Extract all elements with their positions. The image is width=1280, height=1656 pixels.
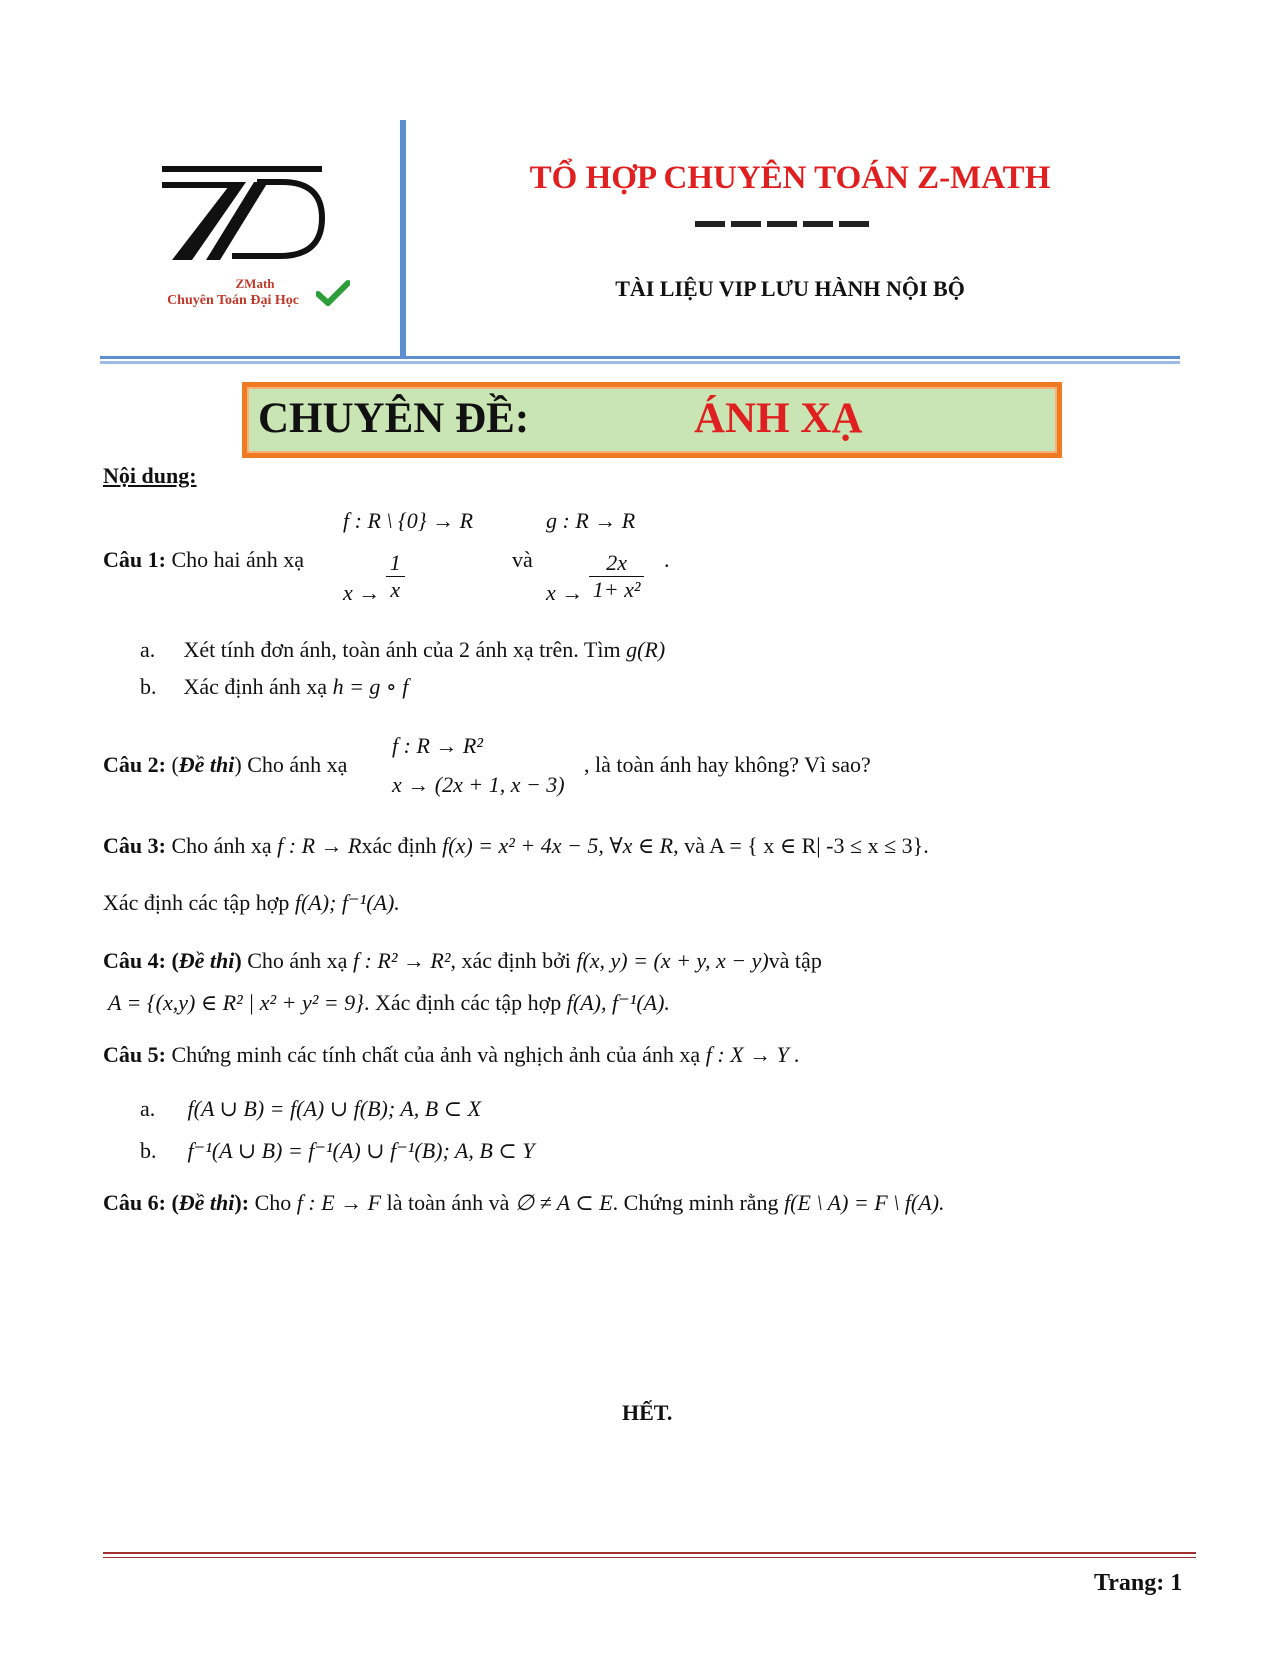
- q3-line2-math: f(A); f⁻¹(A).: [294, 890, 400, 915]
- q6-math1: f : E → F: [296, 1190, 382, 1215]
- q1-line: [103, 547, 304, 573]
- q1-g-den: 1+ x²: [592, 577, 641, 602]
- q3-line2-text: Xác định các tập hợp: [103, 890, 290, 915]
- header-rule-secondary: [100, 361, 1180, 364]
- banner-topic: ÁNH XẠ: [694, 395, 863, 442]
- q5-b-label: b.: [140, 1138, 157, 1163]
- q4-math1: f : R² → R²: [352, 948, 451, 973]
- q1-a-math: g(R): [626, 637, 666, 662]
- q4-line2-text: . Xác định các tập hợp: [363, 990, 562, 1015]
- footer-rule: [103, 1552, 1196, 1554]
- q2-rule: x → (2x + 1, x − 3): [392, 772, 565, 797]
- q6-text1: Cho: [254, 1190, 292, 1215]
- q4-line1: Câu 4: (Đề thi) Cho ánh xạ f : R² → R², xác định bởi f(x, y) = (x + y, x − y)và tập: [103, 948, 822, 973]
- section-heading: Nội dung:: [103, 463, 197, 488]
- q1-b-math: h = g ∘ f: [332, 674, 409, 699]
- q3-text2: xác định: [361, 833, 437, 858]
- q2-line: Câu 2: (Đề thi) Cho ánh xạ: [103, 752, 348, 777]
- q2-tail: , là toàn ánh hay không? Vì sao?: [584, 752, 871, 777]
- q6-math2: ∅ ≠ A ⊂ E: [514, 1190, 613, 1215]
- q6-text3: . Chứng minh rằng: [612, 1190, 779, 1215]
- q1-and: và: [512, 547, 533, 572]
- q6-line: Câu 6: (Đề thi): Cho f : E → F là toàn ánh và ∅ ≠ A ⊂ E. Chứng minh rằng f(E \ A) = F \ f(A).: [103, 1190, 945, 1215]
- header-rule: [100, 356, 1180, 359]
- q1-g-def: g : R → R: [546, 508, 636, 533]
- q5-line: [103, 1042, 800, 1068]
- q5-text: Chứng minh các tính chất của ảnh và nghịch ảnh của ánh xạ: [171, 1042, 701, 1067]
- q1-label: Câu 1:: [103, 547, 166, 572]
- q3-label: Câu 3:: [103, 833, 166, 858]
- q1-g-fraction: [589, 550, 645, 603]
- q4-math2: f(x, y) = (x + y, x − y): [576, 948, 769, 973]
- logo: [162, 160, 342, 270]
- q1-f-num: 1: [386, 550, 405, 577]
- q1-f-def: f : R \ {0} → R: [343, 508, 474, 533]
- title-dashes: [695, 214, 875, 232]
- q1-f-rule: [343, 550, 405, 603]
- q5-a-label: a.: [140, 1096, 156, 1121]
- q3-line2: [103, 890, 400, 916]
- q6-math3: f(E \ A) = F \ f(A).: [784, 1190, 945, 1215]
- q4-text3: và tập: [768, 948, 822, 973]
- q4-text1: Cho ánh xạ: [247, 948, 348, 973]
- q5-b-math: f⁻¹(A ∪ B) = f⁻¹(A) ∪ f⁻¹(B); A, B ⊂ Y: [187, 1138, 535, 1163]
- q1-b-text: Xác định ánh xạ: [183, 674, 328, 699]
- q5-a-math: f(A ∪ B) = f(A) ∪ f(B); A, B ⊂ X: [187, 1096, 482, 1121]
- q1-a-label: a.: [140, 637, 156, 662]
- q1-f-fraction: [386, 550, 405, 603]
- q4-line2-math2: f(A), f⁻¹(A).: [566, 990, 670, 1015]
- q4-line2: [108, 990, 670, 1016]
- q4-line2-math: A = {(x,y) ∈ R² | x² + y² = 9}: [108, 990, 364, 1015]
- q1-part-a: [140, 637, 665, 663]
- q2-tag: Đề thi: [178, 752, 235, 777]
- check-icon: [316, 280, 350, 311]
- q6-label: Câu 6:: [103, 1190, 166, 1215]
- q3-math1: f : R → R: [277, 833, 362, 858]
- q6-tag: Đề thi: [178, 1190, 235, 1215]
- q1-part-b: [140, 674, 408, 700]
- q1-end: .: [664, 547, 670, 572]
- logo-text-zmath: ZMath: [235, 276, 275, 291]
- q4-text2: , xác định bởi: [450, 948, 571, 973]
- q2-text: Cho ánh xạ: [247, 752, 348, 777]
- org-title: TỔ HỢP CHUYÊN TOÁN Z-MATH: [529, 160, 1051, 196]
- q1-text: Cho hai ánh xạ: [171, 547, 305, 572]
- doc-subtitle: TÀI LIỆU VIP LƯU HÀNH NỘI BỘ: [615, 276, 965, 301]
- q1-f-rule-lhs: x →: [343, 579, 381, 605]
- q3-math3: A = { x ∈ R| -3 ≤ x ≤ 3}.: [709, 833, 929, 858]
- q1-g-num: 2x: [589, 550, 645, 577]
- q5-label: Câu 5:: [103, 1042, 166, 1067]
- q3-math2: f(x) = x² + 4x − 5, ∀x ∈ R: [442, 833, 674, 858]
- q4-tag: Đề thi: [178, 948, 235, 973]
- q3-text3: , và: [673, 833, 705, 858]
- q2-def: f : R → R²: [392, 733, 483, 758]
- end-marker: HẾT.: [622, 1400, 673, 1425]
- footer-rule-secondary: [103, 1557, 1196, 1558]
- q3-text1: Cho ánh xạ: [171, 833, 272, 858]
- q1-b-label: b.: [140, 674, 157, 699]
- q1-f-den: x: [390, 577, 401, 602]
- q1-a-text: Xét tính đơn ánh, toàn ánh của 2 ánh xạ trên. Tìm: [183, 637, 621, 662]
- logo-text-subtitle: Chuyên Toán Đại Học: [167, 293, 299, 308]
- q4-label: Câu 4:: [103, 948, 166, 973]
- q5-part-a: [140, 1096, 481, 1122]
- q6-text2: là toàn ánh và: [386, 1190, 510, 1215]
- header-divider-vertical: [400, 120, 406, 358]
- q5-part-b: [140, 1138, 534, 1164]
- q1-g-rule: [546, 550, 644, 603]
- q2-label: Câu 2:: [103, 752, 166, 777]
- page-number: Trang: 1: [1094, 1570, 1183, 1596]
- q3-line1: [103, 833, 929, 859]
- q5-math: f : X → Y .: [705, 1042, 800, 1067]
- q1-g-rule-lhs: x →: [546, 579, 584, 605]
- banner-label: CHUYÊN ĐỀ:: [258, 395, 530, 442]
